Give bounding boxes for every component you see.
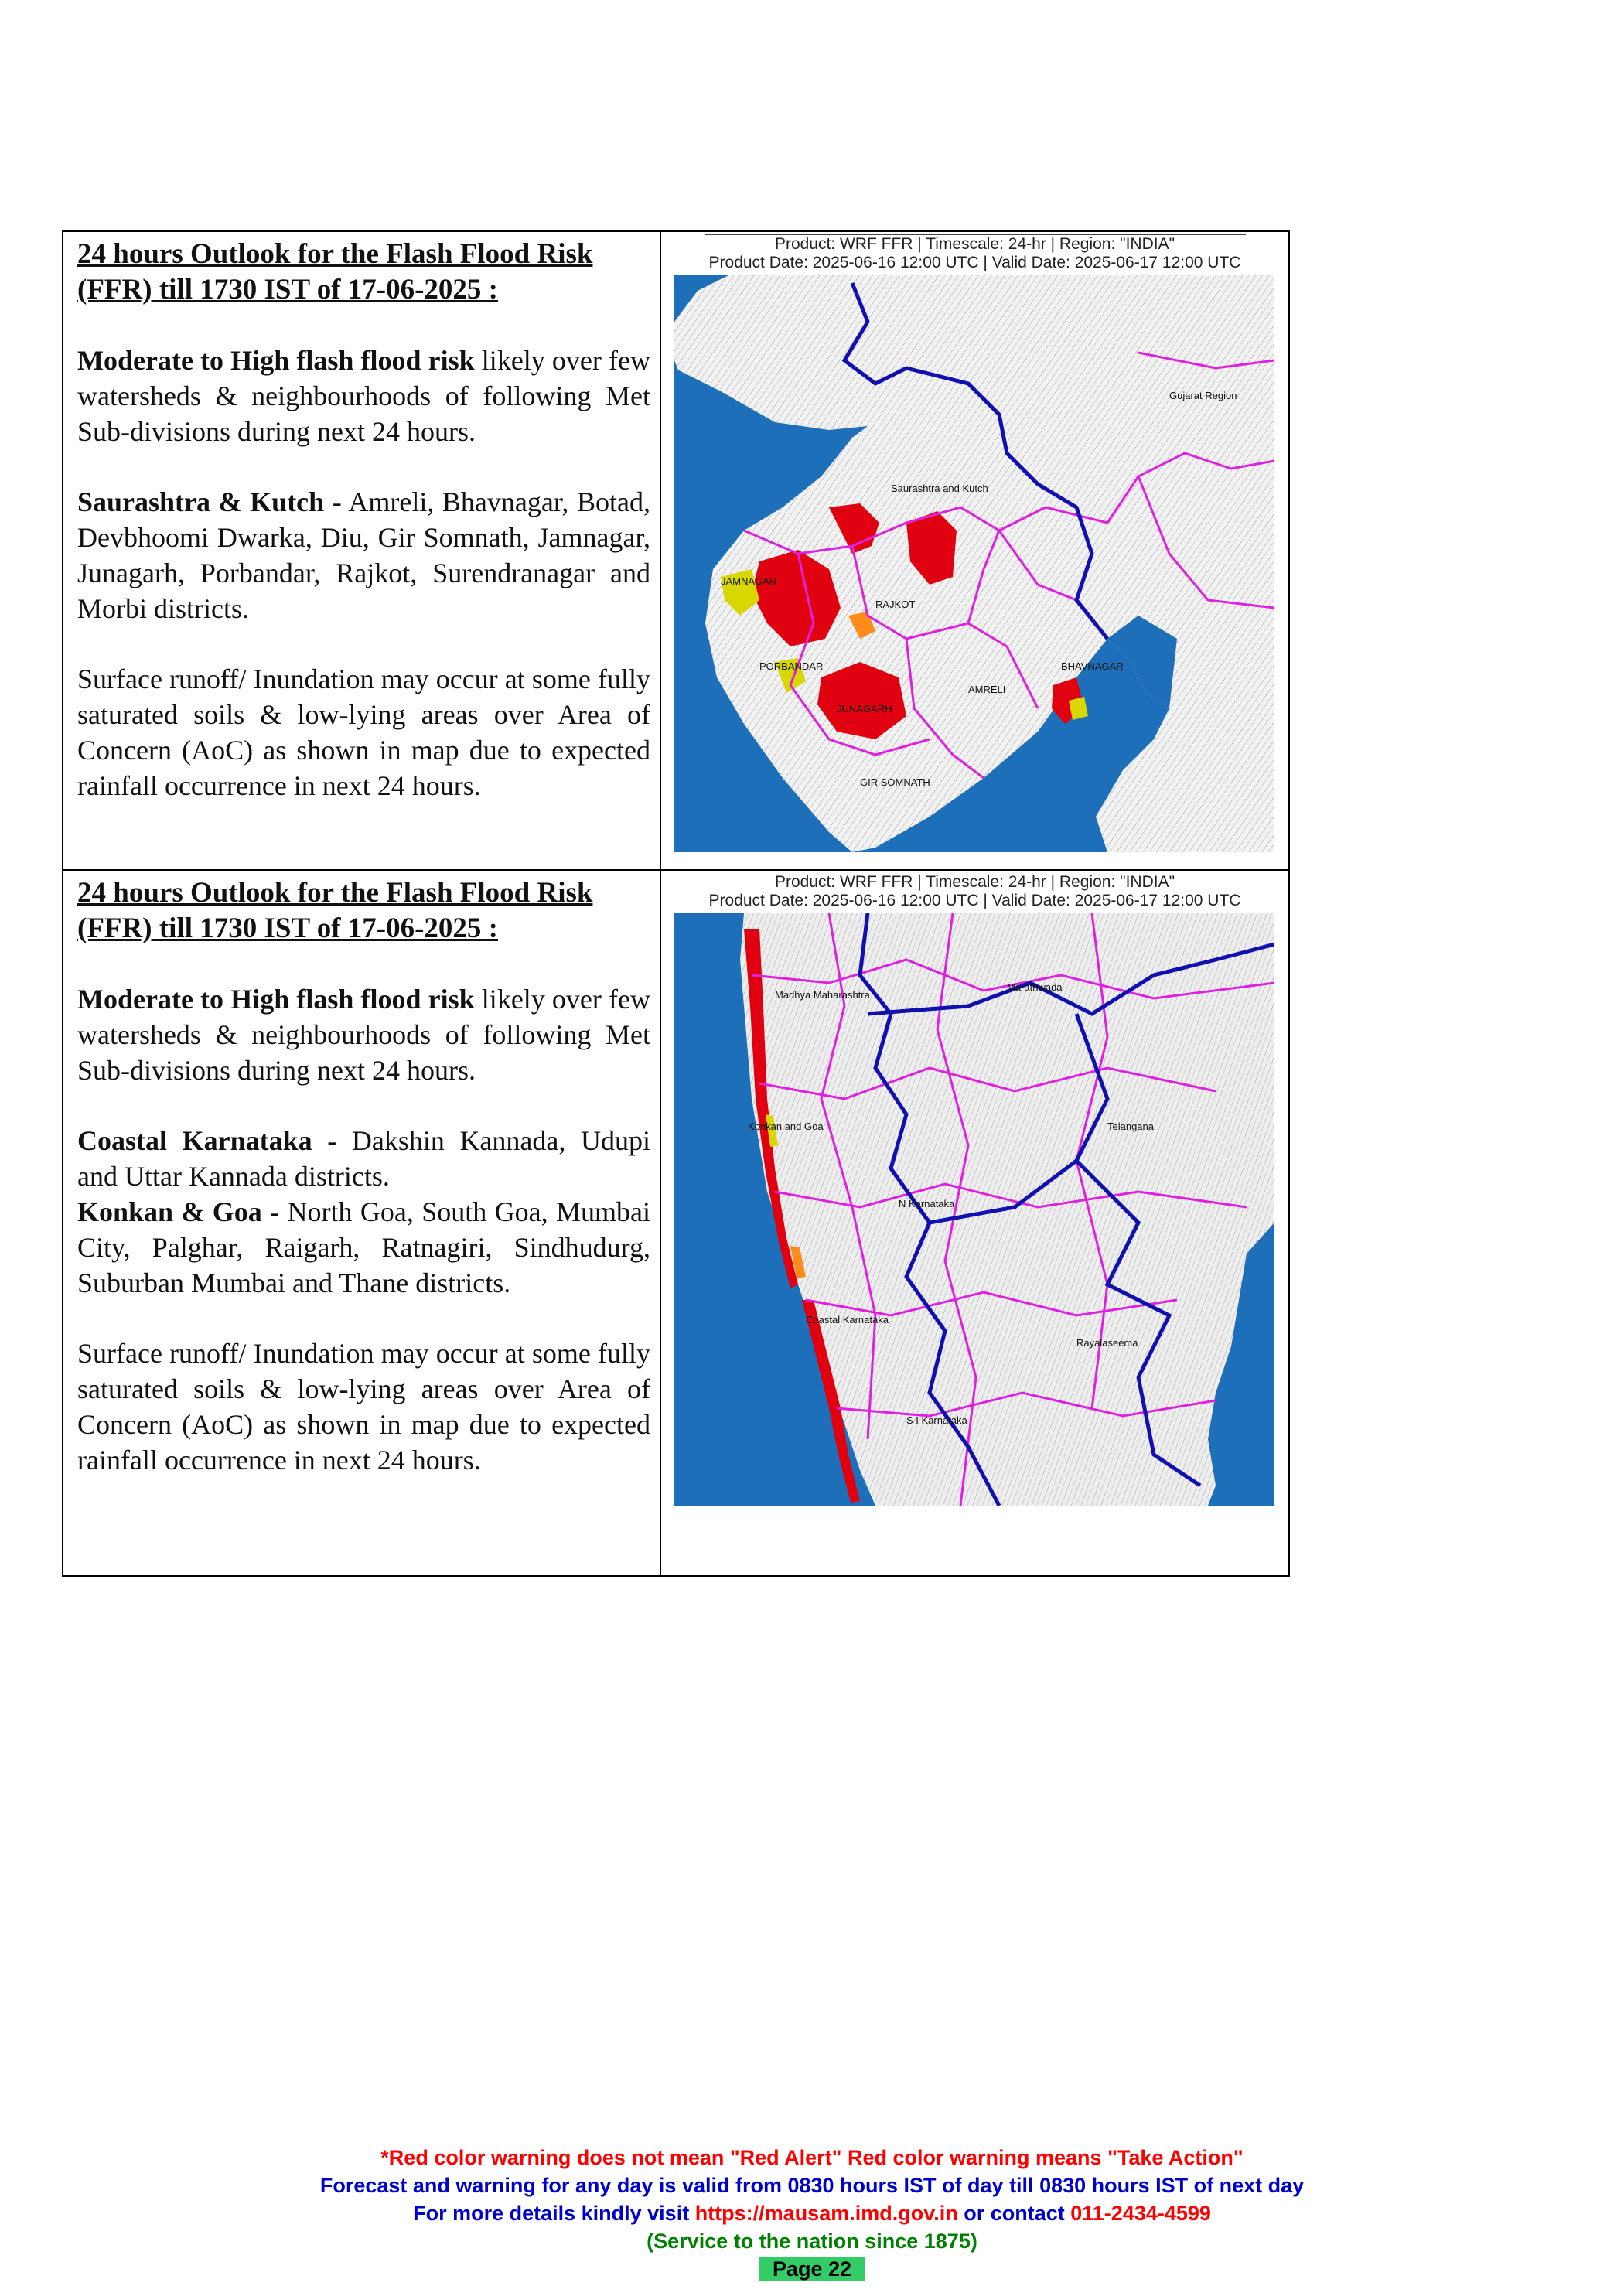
subdivision-districts: - North Goa, South Goa, Mumbai City, Palghar, Raigarh, Ratnagiri, Sindhudurg, Suburban Mumbai and Thane districts. (77, 1196, 650, 1298)
page-footer (0, 2144, 1624, 2283)
runoff-paragraph: Surface runoff/ Inundation may occur at some fully saturated soils & low-lying areas over Area of Concern (AoC) as shown in map due to expected rainfall occurrence in next 24 hours. (77, 1338, 650, 1476)
map-cell (660, 231, 1289, 870)
ffr-map-saurashtra (674, 275, 1274, 852)
subdivision-name: Konkan & Goa (77, 1196, 262, 1227)
map-title-line1: Product: WRF FFR | Timescale: 24-hr | Region: "INDIA" (774, 873, 1175, 891)
footer-contact-line (0, 2199, 1624, 2227)
ffr-map-konkan (674, 913, 1274, 1506)
risk-level: Moderate to High flash flood risk (77, 984, 475, 1015)
outlook-heading-line1: 24 hours Outlook for the Flash Flood Risk (77, 238, 593, 270)
outlook-text-cell (63, 870, 660, 1576)
footer-validity-note: Forecast and warning for any day is valid from 0830 hours IST of day till 0830 hours IST of next day (319, 2174, 1305, 2197)
footer-service-tagline: (Service to the nation since 1875) (647, 2229, 977, 2253)
map-label: PORBANDAR (759, 660, 824, 672)
map-label: AMRELI (968, 684, 1006, 695)
outlook-row-saurashtra (63, 231, 1289, 870)
outlook-table (62, 230, 1290, 1577)
map-label: JAMNAGAR (721, 575, 777, 587)
map-title-line2: Product Date: 2025-06-16 12:00 UTC | Valid Date: 2025-06-17 12:00 UTC (708, 892, 1241, 909)
map-label: Rayalaseema (1076, 1337, 1138, 1349)
map-label: Marathwada (1007, 981, 1063, 993)
subdivision-name: Coastal Karnataka (77, 1125, 312, 1156)
map-label: JUNAGARH (837, 703, 892, 715)
subdivision-paragraph (77, 1194, 650, 1301)
footer-contact-mid: or contact (957, 2202, 1071, 2225)
map-title (661, 232, 1288, 272)
footer-warning-note: *Red color warning does not mean "Red Alert" Red color warning means "Take Action" (380, 2146, 1244, 2169)
risk-description: likely over few watersheds & neighbourhoods of following Met Sub-divisions during next 24 hours. (77, 984, 650, 1086)
map-label: Gujarat Region (1169, 390, 1237, 401)
footer-contact-prefix: For more details kindly visit (413, 2202, 695, 2225)
map-label: Madhya Maharashtra (775, 989, 870, 1001)
subdivision-paragraph (77, 1123, 650, 1194)
risk-description: likely over few watersheds & neighbourhoods of following Met Sub-divisions during next 24 hours. (77, 345, 650, 447)
outlook-text-cell (63, 231, 660, 870)
subdivision-districts: - Dakshin Kannada, Udupi and Uttar Kannada districts. (77, 1125, 650, 1192)
outlook-heading-line1: 24 hours Outlook for the Flash Flood Risk (77, 877, 593, 909)
map-title-line1: Product: WRF FFR | Timescale: 24-hr | Region: "INDIA" (774, 235, 1175, 253)
outlook-row-konkan (63, 870, 1289, 1576)
subdivision-districts: - Amreli, Bhavnagar, Botad, Devbhoomi Dwarka, Diu, Gir Somnath, Jamnagar, Junagarh, Porbandar, Rajkot, Surendranagar and Morbi districts. (77, 486, 650, 624)
map-label: S I Karnataka (906, 1414, 967, 1426)
map-label: RAJKOT (875, 599, 916, 610)
outlook-heading-line2: (FFR) till 1730 IST of 17-06-2025 : (77, 274, 498, 305)
map-label: Konkan and Goa (748, 1121, 824, 1132)
page-number-badge: Page 22 (759, 2257, 865, 2281)
footer-phone-number: 011-2434-4599 (1070, 2202, 1211, 2225)
risk-paragraph (77, 343, 650, 449)
risk-level: Moderate to High flash flood risk (77, 345, 475, 376)
map-title (661, 871, 1288, 910)
map-label: Coastal Karnataka (806, 1314, 889, 1325)
outlook-heading-line2: (FFR) till 1730 IST of 17-06-2025 : (77, 913, 498, 944)
map-label: Saurashtra and Kutch (891, 483, 988, 494)
risk-paragraph (77, 981, 650, 1088)
outlook-heading (77, 237, 650, 308)
map-label: N Karnataka (899, 1198, 955, 1209)
map-label: BHAVNAGAR (1061, 660, 1124, 672)
map-title-line2: Product Date: 2025-06-16 12:00 UTC | Valid Date: 2025-06-17 12:00 UTC (708, 254, 1241, 271)
footer-website-link[interactable]: https://mausam.imd.gov.in (694, 2202, 958, 2225)
map-cell (660, 870, 1289, 1576)
subdivision-name: Saurashtra & Kutch (77, 486, 325, 517)
map-label: GIR SOMNATH (860, 776, 930, 788)
map-label: Telangana (1107, 1121, 1154, 1132)
runoff-paragraph: Surface runoff/ Inundation may occur at some fully saturated soils & low-lying areas over Area of Concern (AoC) as shown in map due to expected rainfall occurrence in next 24 hours. (77, 664, 650, 801)
outlook-heading (77, 875, 650, 947)
subdivision-paragraph (77, 484, 650, 626)
